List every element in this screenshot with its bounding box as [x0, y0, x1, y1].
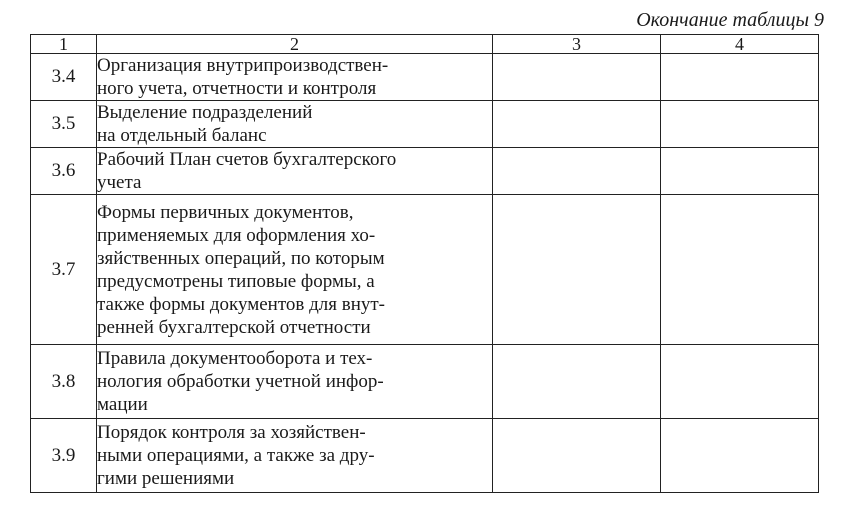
description-line: Рабочий План счетов бухгалтерского: [97, 149, 397, 170]
row-description: [97, 195, 493, 345]
row-number: 3.8: [31, 345, 97, 419]
description-line: предусмотрены типовые формы, а: [97, 270, 375, 292]
data-table: [30, 34, 819, 493]
description-line: нология обработки учетной инфор-: [97, 371, 384, 392]
description-line: зяйственных операций, по которым: [97, 247, 385, 269]
row-number: 3.7: [31, 195, 97, 345]
description-line: мации: [97, 394, 148, 415]
row-cell-3: [493, 148, 661, 195]
table-row: [31, 419, 819, 493]
table-header-row: [31, 35, 819, 54]
row-cell-4: [661, 419, 819, 493]
row-description: [97, 54, 493, 101]
row-cell-3: [493, 101, 661, 148]
row-number: 3.5: [31, 101, 97, 148]
description-line: Порядок контроля за хозяйствен-: [97, 422, 366, 443]
column-header-4: 4: [661, 35, 819, 54]
table-row: [31, 195, 819, 345]
description-line: Правила документооборота и тех-: [97, 348, 373, 369]
description-line: ными операциями, а также за дру-: [97, 445, 375, 466]
column-header-2: 2: [97, 35, 493, 54]
description-line: ного учета, отчетности и контроля: [97, 78, 377, 99]
description-line: на отдельный баланс: [97, 125, 267, 146]
row-cell-4: [661, 54, 819, 101]
row-cell-3: [493, 54, 661, 101]
table-caption: Окончание таблицы 9: [636, 9, 824, 31]
row-cell-3: [493, 419, 661, 493]
column-header-1: 1: [31, 35, 97, 54]
row-cell-4: [661, 101, 819, 148]
row-number: 3.9: [31, 419, 97, 493]
column-header-3: 3: [493, 35, 661, 54]
row-cell-3: [493, 195, 661, 345]
row-cell-4: [661, 148, 819, 195]
row-cell-4: [661, 345, 819, 419]
description-line: Формы первичных документов,: [97, 201, 354, 223]
row-description: [97, 148, 493, 195]
row-cell-3: [493, 345, 661, 419]
row-description: [97, 101, 493, 148]
row-description: [97, 419, 493, 493]
row-cell-4: [661, 195, 819, 345]
row-number: 3.4: [31, 54, 97, 101]
description-line: ренней бухгалтерской отчетности: [97, 316, 371, 338]
description-line: Организация внутрипроизводствен-: [97, 55, 389, 76]
table-row: [31, 101, 819, 148]
description-line: Выделение подразделений: [97, 102, 313, 123]
description-line: применяемых для оформления хо-: [97, 224, 376, 246]
table-row: [31, 148, 819, 195]
table-row: [31, 345, 819, 419]
description-line: также формы документов для внут-: [97, 293, 386, 315]
description-line: учета: [97, 172, 142, 193]
row-number: 3.6: [31, 148, 97, 195]
description-line: гими решениями: [97, 468, 235, 489]
table-row: [31, 54, 819, 101]
row-description: [97, 345, 493, 419]
